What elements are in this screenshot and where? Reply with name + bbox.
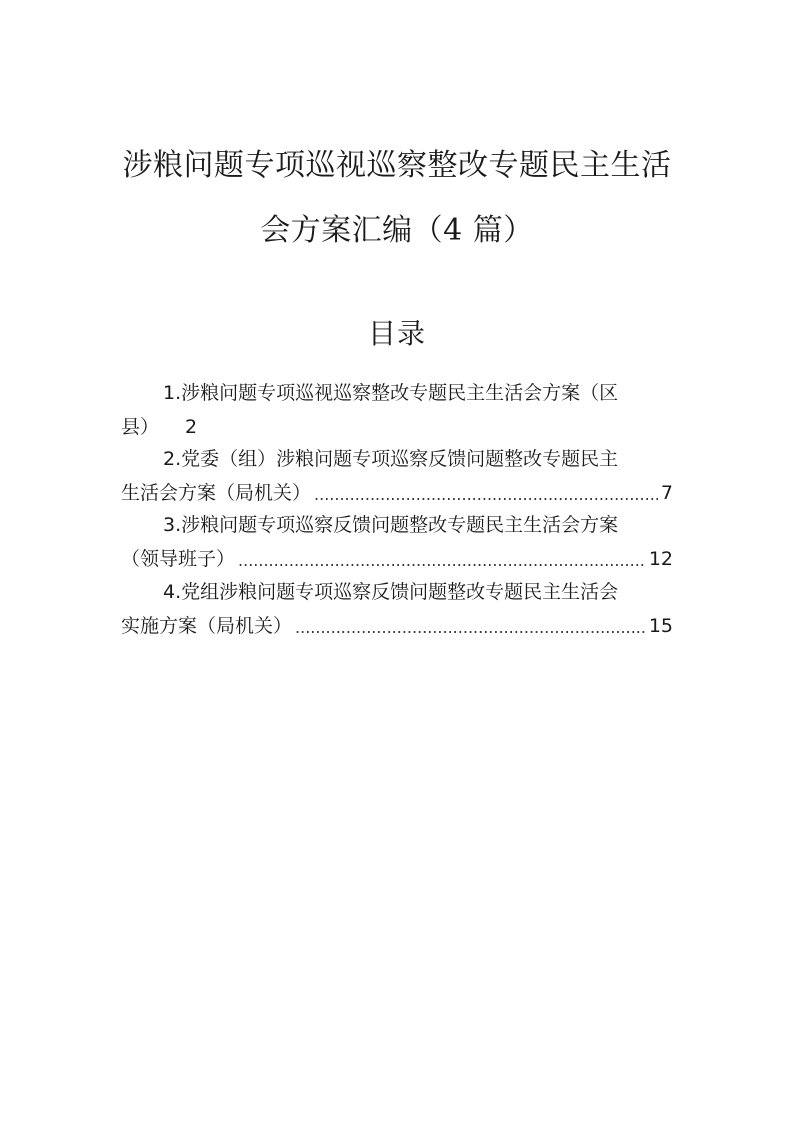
toc-leader-dots [238, 544, 646, 578]
toc-entry-2-text: 生活会方案（局机关） [121, 482, 312, 504]
document-title-line-1: 涉粮问题专项巡视巡察整改专题民主生活 [122, 148, 672, 183]
toc-leader-dots [295, 611, 646, 645]
toc-entry-1-text: 县） [121, 416, 160, 438]
toc-entry-3-line-2 [121, 542, 673, 576]
toc-entry-4-text: 实施方案（局机关） [121, 615, 293, 637]
toc-entry-4-page: 15 [648, 615, 673, 637]
toc-entry-2[interactable] [121, 442, 673, 510]
document-title-line-2: 会方案汇编（4 篇） [260, 213, 534, 248]
toc-entry-1-line-1: 1.涉粮问题专项巡视巡察整改专题民主生活会方案（区 [163, 382, 619, 404]
toc-entry-2-line-1: 2.党委（组）涉粮问题专项巡察反馈问题整改专题民主 [163, 448, 619, 470]
toc-heading: 目录 [367, 317, 426, 350]
toc-entry-3-page: 12 [648, 548, 673, 570]
toc-entry-2-page: 7 [660, 482, 673, 504]
toc-entry-4-line-1: 4.党组涉粮问题专项巡察反馈问题整改专题民主生活会 [163, 581, 619, 603]
toc-entry-4[interactable] [121, 575, 673, 643]
toc-entry-2-line-2 [121, 476, 673, 510]
toc-entry-1[interactable] [121, 376, 673, 444]
toc-leader-dots [314, 478, 658, 512]
toc-entry-1-line-2 [121, 410, 673, 444]
toc-entry-3-text: （领导班子） [121, 548, 236, 570]
toc-entry-1-page: 2 [185, 416, 198, 438]
toc-entry-4-line-2 [121, 609, 673, 643]
toc-entry-3[interactable] [121, 508, 673, 576]
toc-entry-3-line-1: 3.涉粮问题专项巡察反馈问题整改专题民主生活会方案 [163, 514, 619, 536]
